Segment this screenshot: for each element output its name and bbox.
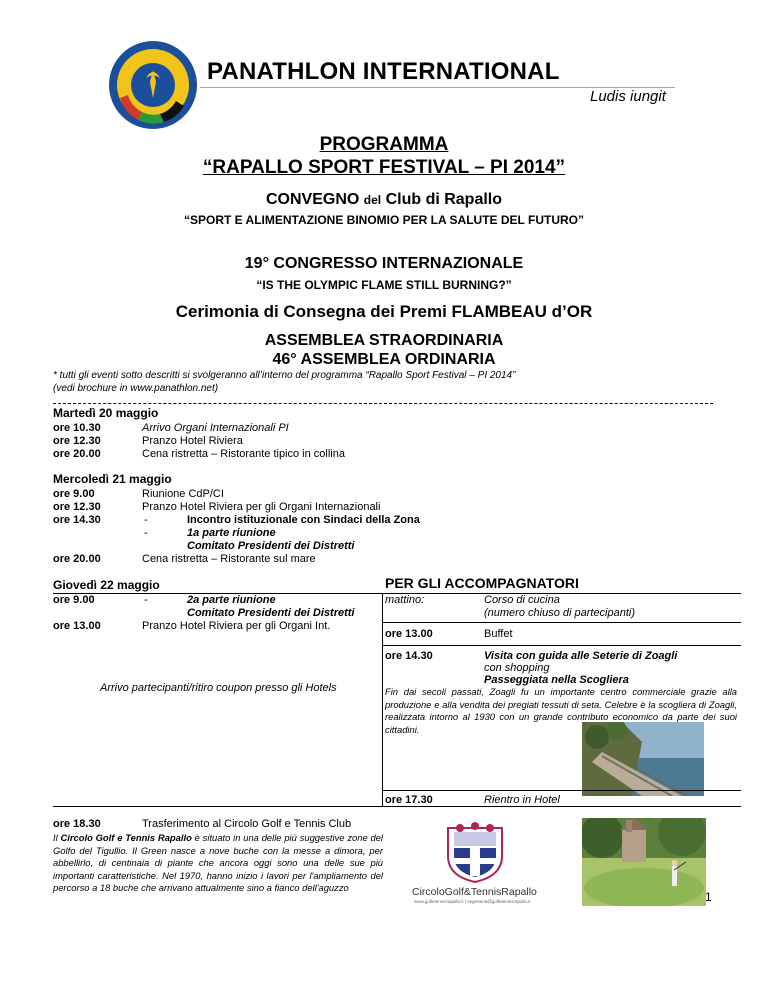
mercoledi-text-1: Riunione CdP/CI (142, 488, 224, 500)
giovedi-time-2: ore 13.00 (53, 620, 101, 632)
golf-photo (582, 818, 706, 906)
mercoledi-comitato: Comitato Presidenti dei Distretti (187, 540, 355, 552)
festival-title: “RAPALLO SPORT FESTIVAL – PI 2014” (202, 157, 566, 178)
golf-time: ore 18.30 (53, 818, 101, 830)
acc-visita: Visita con guida alle Seterie di Zoagli (484, 650, 678, 662)
page-number: 1 (705, 890, 712, 904)
mercoledi-time-2: ore 12.30 (53, 501, 101, 513)
martedi-heading: Martedì 20 maggio (53, 406, 159, 420)
acc-passeggiata: Passeggiata nella Scogliera (484, 674, 629, 686)
accompagnatori-heading: PER GLI ACCOMPAGNATORI (385, 575, 579, 591)
giovedi-dash: - (144, 594, 148, 606)
zoagli-description: Fin dai secoli passati, Zoagli fu un importante centro commerciale grazie alla produzione e alla vendita dei pregiati tessuti di seta. Celebre è la scogliera di Zoagli, realizzata intorno al 1930 con un grande contributo economico da parte dei suoi cittadini. (385, 686, 737, 735)
giovedi-comitato: Comitato Presidenti dei Distretti (187, 607, 355, 619)
assemblea-straordinaria: ASSEMBLEA STRAORDINARIA (264, 332, 504, 349)
giovedi-time-1: ore 9.00 (53, 594, 95, 606)
mercoledi-text-2: Pranzo Hotel Riviera per gli Organi Internazionali (142, 501, 381, 513)
congresso-subtitle: “IS THE OLYMPIC FLAME STILL BURNING?” (256, 278, 512, 292)
acc-rule-2 (382, 645, 741, 646)
acc-rientro: Rientro in Hotel (484, 794, 560, 806)
acc-mattino: mattino: (385, 594, 425, 606)
table-divider (382, 593, 383, 806)
martedi-text-2: Pranzo Hotel Riviera (142, 435, 243, 447)
org-name: PANATHLON INTERNATIONAL (207, 58, 560, 85)
scogliera-photo (582, 722, 704, 796)
martedi-time-2: ore 12.30 (53, 435, 101, 447)
acc-corso-sub: (numero chiuso di partecipanti) (484, 607, 636, 619)
congresso-title: 19° CONGRESSO INTERNAZIONALE (244, 255, 524, 272)
mercoledi-dash-2: - (144, 527, 148, 539)
golf-description: Il Circolo Golf e Tennis Rapallo è situato in una delle più suggestive zone del Golfo del Tigullio. Il Green nasce a nove buche con la messe a dimora, per abbellirlo, di centinaia di piante che ancora oggi sono una delle sue più importanti caratteristiche. Nel 1970, hanno inizio i lavori per l'ampliamento del percorso a 18 buche che arrivano attualmente sino a fianco dell'aguzzo (53, 832, 383, 893)
assemblea-ordinaria: 46° ASSEMBLEA ORDINARIA (272, 351, 496, 368)
motto: Ludis iungit (590, 88, 666, 105)
table-bottom-rule (53, 806, 741, 807)
martedi-time-1: ore 10.30 (53, 422, 101, 434)
mercoledi-time-3: ore 14.30 (53, 514, 101, 526)
acc-shopping: con shopping (484, 662, 550, 674)
acc-time-1: ore 13.00 (385, 628, 433, 640)
giovedi-arrivo: Arrivo partecipanti/ritiro coupon presso gli Hotels (100, 682, 337, 694)
acc-rule-3 (382, 790, 741, 791)
acc-time-3: ore 17.30 (385, 794, 433, 806)
note-line-1: * tutti gli eventi sotto descritti si svolgeranno all’interno del programma “Rapallo Sport Festival – PI 2014” (53, 370, 516, 381)
martedi-time-3: ore 20.00 (53, 448, 101, 460)
martedi-text-3: Cena ristretta – Ristorante tipico in collina (142, 448, 345, 460)
golf-club-logo-text: CircoloGolf&TennisRapallo (412, 886, 537, 898)
giovedi-heading: Giovedì 22 maggio (53, 578, 160, 592)
convegno-title: CONVEGNO del Club di Rapallo (265, 191, 503, 208)
note-line-2: (vedi brochure in www.panathlon.net) (53, 383, 219, 394)
giovedi-pranzo: Pranzo Hotel Riviera per gli Organi Int. (142, 620, 331, 632)
giovedi-parte: 2a parte riunione (187, 594, 276, 606)
mercoledi-heading: Mercoledì 21 maggio (53, 472, 172, 486)
convegno-subtitle: “SPORT E ALIMENTAZIONE BINOMIO PER LA SALUTE DEL FUTURO” (183, 213, 584, 227)
mercoledi-text-4: Cena ristretta – Ristorante sul mare (142, 553, 316, 565)
mercoledi-parte: 1a parte riunione (187, 527, 276, 539)
mercoledi-time-4: ore 20.00 (53, 553, 101, 565)
golf-club-crest (440, 822, 510, 884)
programma-title: PROGRAMMA (319, 134, 449, 155)
mercoledi-incontro: Incontro istituzionale con Sindaci della Zona (187, 514, 420, 526)
mercoledi-dash-1: - (144, 514, 148, 526)
acc-buffet: Buffet (484, 628, 513, 640)
acc-rule-1 (382, 622, 741, 623)
separator (53, 403, 713, 405)
acc-time-2: ore 14.30 (385, 650, 433, 662)
golf-transfer: Trasferimento al Circolo Golf e Tennis Club (142, 818, 352, 830)
martedi-text-1: Arrivo Organi Internazionali PI (142, 422, 289, 434)
acc-corso: Corso di cucina (484, 594, 560, 606)
mercoledi-time-1: ore 9.00 (53, 488, 95, 500)
golf-club-url: www.golfetennisrapallo.it | segreteria@golfetennisrapallo.it (414, 899, 531, 904)
panathlon-logo (108, 40, 198, 130)
cerimonia-title: Cerimonia di Consegna dei Premi FLAMBEAU d’OR (175, 302, 593, 321)
